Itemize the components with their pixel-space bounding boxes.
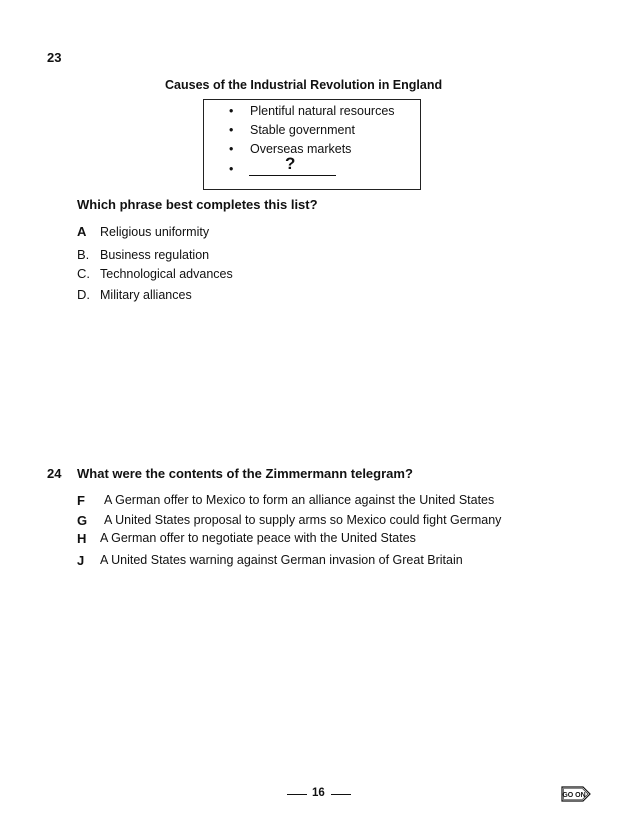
bullet-icon: • (229, 162, 234, 176)
blank-line (249, 175, 336, 176)
go-on-icon (561, 785, 591, 803)
option-letter: F (77, 493, 85, 508)
bullet-icon: • (229, 142, 234, 156)
option-text: A United States warning against German invasion of Great Britain (100, 553, 463, 567)
box-title: Causes of the Industrial Revolution in England (165, 78, 443, 92)
question-number-23: 23 (47, 50, 62, 65)
option-text: Religious uniformity (100, 225, 210, 239)
list-item-text: Plentiful natural resources (250, 104, 395, 118)
option-text: Technological advances (100, 267, 233, 281)
list-item-text: Stable government (250, 123, 355, 137)
footer-rule-left (287, 794, 307, 795)
option-letter: H (77, 531, 87, 546)
bullet-icon: • (229, 123, 234, 137)
go-on-label: GO ON (562, 792, 586, 799)
option-text: Business regulation (100, 248, 210, 262)
question-prompt-24: What were the contents of the Zimmermann telegram? (77, 466, 413, 481)
question-number-24: 24 (47, 466, 62, 481)
option-letter: C. (77, 266, 90, 281)
option-letter: J (77, 553, 85, 568)
go-on-arrow-icon (561, 785, 591, 803)
option-text: A German offer to Mexico to form an alliance against the United States (104, 493, 495, 507)
option-letter: A (77, 224, 87, 239)
option-letter: G (77, 513, 88, 528)
unknown-mark: ? (285, 154, 296, 173)
list-item-text: Overseas markets (250, 142, 352, 156)
footer-rule-right (331, 794, 351, 795)
bullet-icon: • (229, 104, 234, 118)
option-letter: B. (77, 247, 90, 262)
question-prompt-23: Which phrase best completes this list? (77, 197, 318, 212)
option-text: Military alliances (100, 288, 192, 302)
option-letter: D. (77, 287, 90, 302)
option-text: A United States proposal to supply arms so Mexico could fight Germany (104, 513, 502, 527)
option-text: A German offer to negotiate peace with the United States (100, 531, 416, 545)
page-number: 16 (312, 787, 325, 799)
